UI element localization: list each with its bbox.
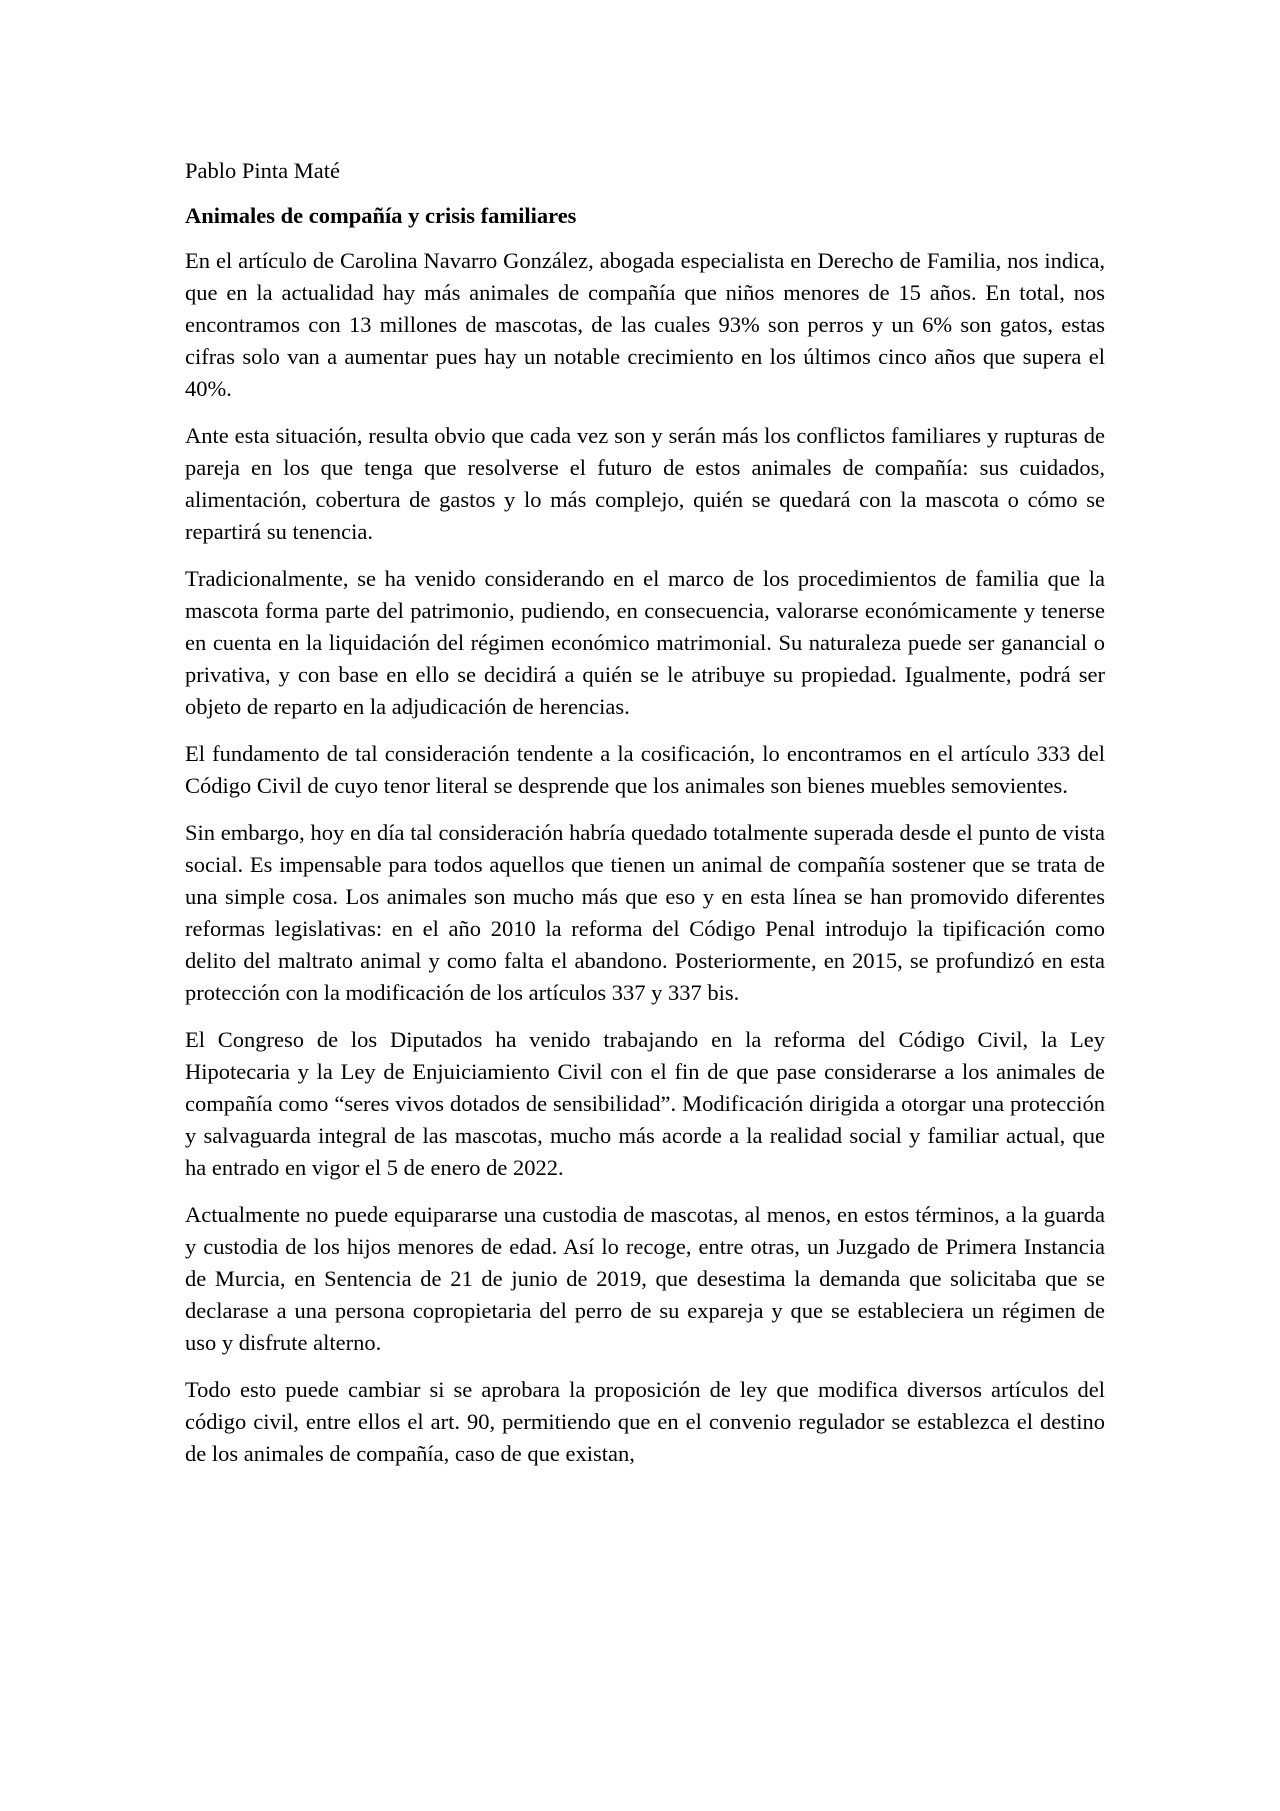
document-title: Animales de compañía y crisis familiares: [185, 203, 577, 228]
author-name: Pablo Pinta Maté: [185, 158, 340, 183]
paragraph: Actualmente no puede equipararse una custodia de mascotas, al menos, en estos términos, a la guarda y custodia de los hijos menores de edad. Así lo recoge, entre otras, un Juzgado de Primera Instancia de Murcia, en Sentencia de 21 de junio de 2019, que desestima la demanda que solicitaba que se declarase a una persona copropietaria del perro de su expareja y que se estableciera un régimen de uso y disfrute alterno.: [185, 1202, 1105, 1355]
paragraph: El fundamento de tal consideración tendente a la cosificación, lo encontramos en el artículo 333 del Código Civil de cuyo tenor literal se desprende que los animales son bienes muebles semovientes.: [185, 741, 1105, 798]
paragraph: El Congreso de los Diputados ha venido trabajando en la reforma del Código Civil, la Ley Hipotecaria y la Ley de Enjuiciamiento Civil con el fin de que pase considerarse a los animales de compañía como “seres vivos dotados de sensibilidad”. Modificación dirigida a otorgar una protección y salvaguarda integral de las mascotas, mucho más acorde a la realidad social y familiar actual, que ha entrado en vigor el 5 de enero de 2022.: [185, 1027, 1105, 1180]
document-page: [185, 155, 1105, 1485]
paragraph: Ante esta situación, resulta obvio que cada vez son y serán más los conflictos familiares y rupturas de pareja en los que tenga que resolverse el futuro de estos animales de compañía: sus cuidados, alimentación, cobertura de gastos y lo más complejo, quién se quedará con la mascota o cómo se repartirá su tenencia.: [185, 423, 1105, 544]
paragraph: En el artículo de Carolina Navarro González, abogada especialista en Derecho de Familia, nos indica, que en la actualidad hay más animales de compañía que niños menores de 15 años. En total, nos encontramos con 13 millones de mascotas, de las cuales 93% son perros y un 6% son gatos, estas cifras solo van a aumentar pues hay un notable crecimiento en los últimos cinco años que supera el 40%.: [185, 248, 1105, 401]
paragraph: Tradicionalmente, se ha venido considerando en el marco de los procedimientos de familia que la mascota forma parte del patrimonio, pudiendo, en consecuencia, valorarse económicamente y tenerse en cuenta en la liquidación del régimen económico matrimonial. Su naturaleza puede ser ganancial o privativa, y con base en ello se decidirá a quién se le atribuye su propiedad. Igualmente, podrá ser objeto de reparto en la adjudicación de herencias.: [185, 566, 1105, 719]
paragraph: Sin embargo, hoy en día tal consideración habría quedado totalmente superada desde el punto de vista social. Es impensable para todos aquellos que tienen un animal de compañía sostener que se trata de una simple cosa. Los animales son mucho más que eso y en esta línea se han promovido diferentes reformas legislativas: en el año 2010 la reforma del Código Penal introdujo la tipificación como delito del maltrato animal y como falta el abandono. Posteriormente, en 2015, se profundizó en esta protección con la modificación de los artículos 337 y 337 bis.: [185, 820, 1105, 1005]
paragraph: Todo esto puede cambiar si se aprobara la proposición de ley que modifica diversos artículos del código civil, entre ellos el art. 90, permitiendo que en el convenio regulador se establezca el destino de los animales de compañía, caso de que existan,: [185, 1377, 1105, 1466]
